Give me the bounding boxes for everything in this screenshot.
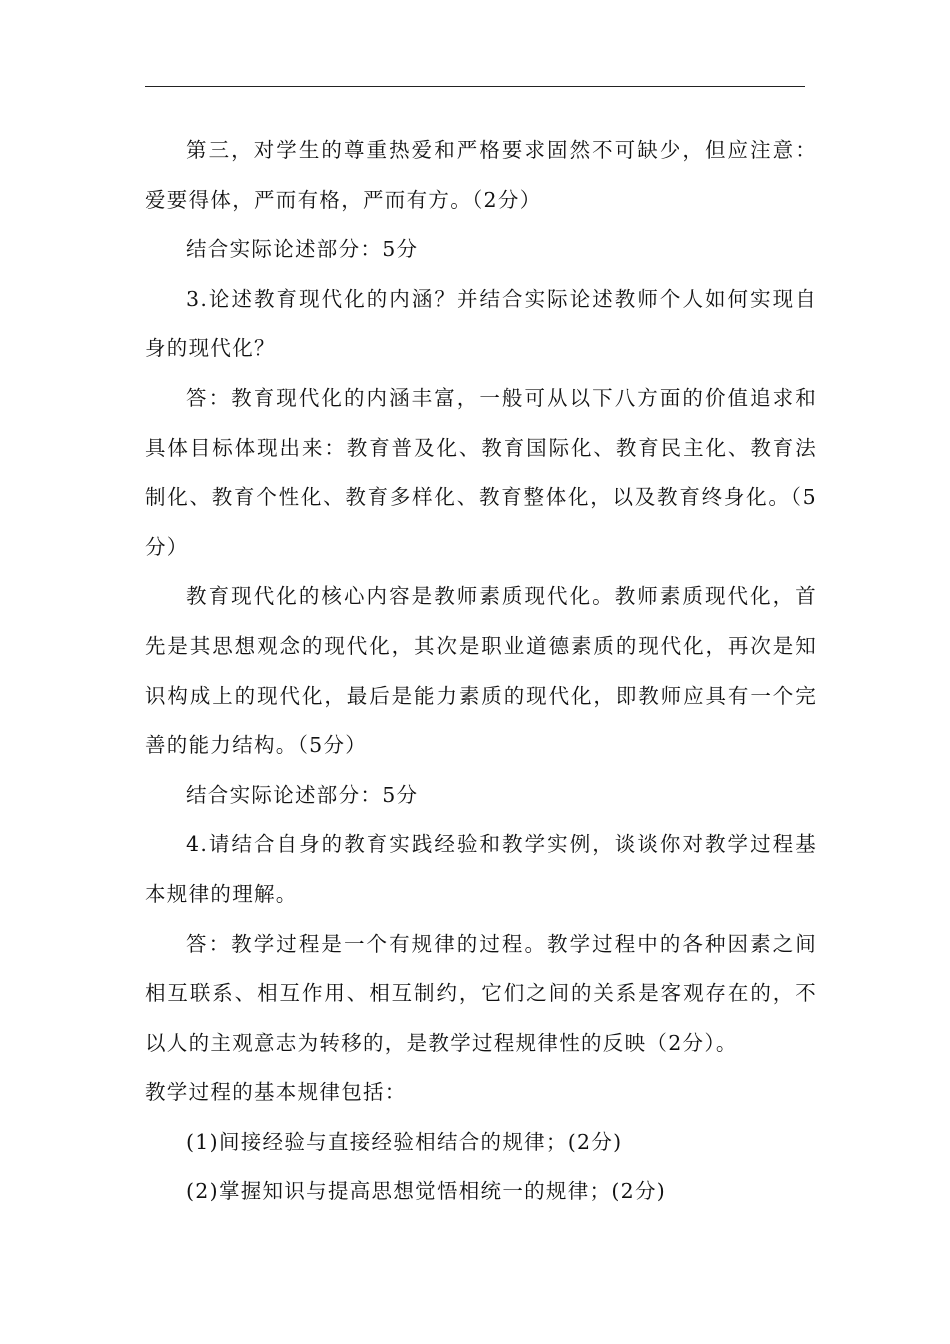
paragraph-scoring-note: 结合实际论述部分：5分 [186, 782, 419, 807]
paragraph-scoring-note: 结合实际论述部分：5分 [186, 237, 419, 262]
question-3: 3.论述教育现代化的内涵？并结合实际论述教师个人如何实现自身的现代化？ [145, 286, 817, 361]
list-item-law-1: (1)间接经验与直接经验相结合的规律；(2分) [186, 1129, 623, 1154]
question-4: 4.请结合自身的教育实践经验和教学实例，谈谈你对教学过程基本规律的理解。 [145, 832, 817, 906]
answer-3-connotation: 答：教育现代化的内涵丰富，一般可从以下八方面的价值追求和具体目标体现出来：教育普及化、教育国际化、教育民主化、教育法制化、教育个性化、教育多样化、教育整体化，以及教育终身化。（5分） [145, 385, 817, 559]
document-body [145, 126, 817, 1217]
answer-3-teacher-modernization: 教育现代化的核心内容是教师素质现代化。教师素质现代化，首先是其思想观念的现代化，其次是职业道德素质的现代化，再次是知识构成上的现代化，最后是能力素质的现代化，即教师应具有一个完善的能力结构。（5分） [145, 584, 817, 758]
answer-4-intro: 答：教学过程是一个有规律的过程。教学过程中的各种因素之间相互联系、相互作用、相互制约，它们之间的关系是客观存在的，不以人的主观意志为转移的，是教学过程规律性的反映（2分）。 [145, 931, 817, 1055]
header-rule [145, 86, 805, 87]
list-item-law-2: (2)掌握知识与提高思想觉悟相统一的规律；(2分) [186, 1179, 667, 1204]
answer-4-laws-heading: 教学过程的基本规律包括： [145, 1080, 407, 1105]
paragraph-respect-and-strictness: 第三，对学生的尊重热爱和严格要求固然不可缺少，但应注意：爱要得体，严而有格，严而有方。（2分） [145, 138, 817, 212]
